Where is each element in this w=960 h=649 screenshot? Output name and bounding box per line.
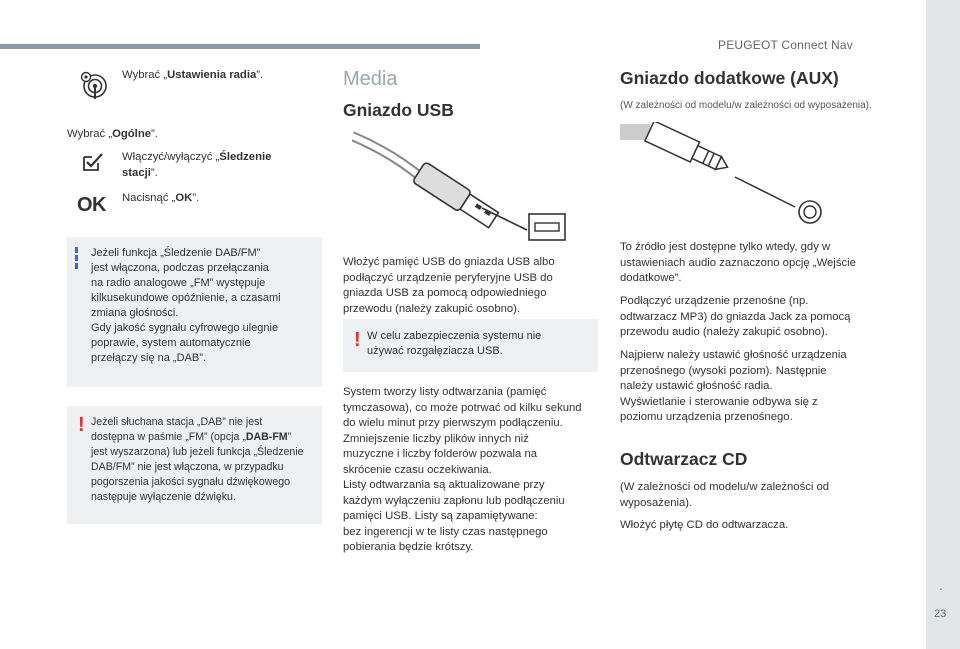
step-ok: Nacisnąć „OK”. bbox=[122, 192, 200, 204]
info-icon bbox=[75, 247, 82, 269]
section-title-cd: Odtwarzacz CD bbox=[620, 449, 748, 469]
warning-box-usb-hub bbox=[343, 319, 598, 372]
section-title-media: Media bbox=[343, 68, 398, 90]
warning-box-usb-text: W celu zabezpieczenia systemu nie używać rozgałęziacza USB. bbox=[367, 330, 542, 357]
header-rule bbox=[0, 44, 480, 49]
step-station-tracking: Włączyć/wyłączyć „Śledzenie stacji”. bbox=[122, 151, 272, 179]
warning-icon: ! bbox=[78, 414, 85, 436]
aux-info: To źródło jest dostępne tylko wtedy, gdy w ustawieniach audio zaznaczono opcję „Wejście dodatkowe”. bbox=[620, 241, 856, 284]
cd-availability-note: (W zależności od modelu/w zależności od wyposażenia). bbox=[620, 481, 830, 509]
cd-insert-instruction: Włożyć płytę CD do odtwarzacza. bbox=[620, 519, 789, 531]
step-general: Wybrać „Ogólne”. bbox=[67, 128, 158, 140]
usb-plug-illustration bbox=[352, 128, 577, 248]
page-edge-band bbox=[926, 0, 960, 649]
info-box-text: Jeżeli funkcja „Śledzenie DAB/FM” jest włączona, podczas przełączania na radio analogowe „FM” występuje kilkusekundowe opóźnienie, a czasami zmiana głośności. Gdy jakość sygnału cyfrowego ulegnie poprawie, system automatycznie przełączy się na „DAB”. bbox=[91, 247, 281, 364]
continuation-dot: . bbox=[939, 577, 943, 593]
aux-availability-note: (W zależności od modelu/w zależności od wyposażenia). bbox=[620, 100, 872, 111]
jack-plug-illustration bbox=[620, 122, 830, 227]
aux-volume: Najpierw należy ustawić głośność urządzenia przenośnego (wysoki poziom). Następnie należy ustawić głośność radia. Wyświetlanie i sterowanie odbywa się z poziomu urządzenia przenośnego. bbox=[620, 349, 847, 423]
warning-box-text: Jeżeli słuchana stacja „DAB” nie jest dostępna w paśmie „FM” (opcja „DAB-FM” jest wyszarzona) lub jeżeli funkcja „Śledzenie DAB/FM” nie jest włączona, w przypadku pogorszenia jakości sygnału dźwiękowego następuje wyłączenie dźwięku. bbox=[91, 416, 304, 503]
warning-box-dab bbox=[67, 406, 322, 524]
warning-icon: ! bbox=[354, 329, 361, 351]
usb-instructions: Włożyć pamięć USB do gniazda USB albo podłączyć urządzenie peryferyjne USB do gniazda USB za pomocą odpowiedniego przewodu (należy zakupić osobno). bbox=[343, 256, 555, 315]
info-box-dab-fm bbox=[67, 237, 322, 387]
page-number: 23 bbox=[934, 608, 947, 620]
playlist-info: System tworzy listy odtwarzania (pamięć tymczasowa), co może potrwać od kilku sekund do wielu minut przy pierwszym podłączeniu. Zmniejszenie liczby plików innych niż muzyczne i liczby folderów pozwala na skrócenie czasu oczekiwania. Listy odtwarzania są aktualizowane przy każdym wyłączeniu zapłonu lub podłączeniu pamięci USB. Listy są zapamiętywane: bez ingerencji w te listy czas następnego pobierania będzie krótszy. bbox=[343, 386, 582, 553]
aux-connect: Podłączyć urządzenie przenośne (np. odtwarzacz MP3) do gniazda Jack za pomocą przewodu audio (należy zakupić osobno). bbox=[620, 295, 851, 338]
radio-settings-icon bbox=[78, 70, 108, 100]
section-title-aux: Gniazdo dodatkowe (AUX) bbox=[620, 68, 839, 88]
subsection-title-usb: Gniazdo USB bbox=[343, 100, 454, 120]
step-radio-settings: Wybrać „Ustawienia radia”. bbox=[122, 69, 264, 81]
checkbox-icon bbox=[82, 152, 104, 172]
running-header: PEUGEOT Connect Nav bbox=[718, 38, 853, 52]
ok-icon: OK bbox=[77, 194, 106, 216]
